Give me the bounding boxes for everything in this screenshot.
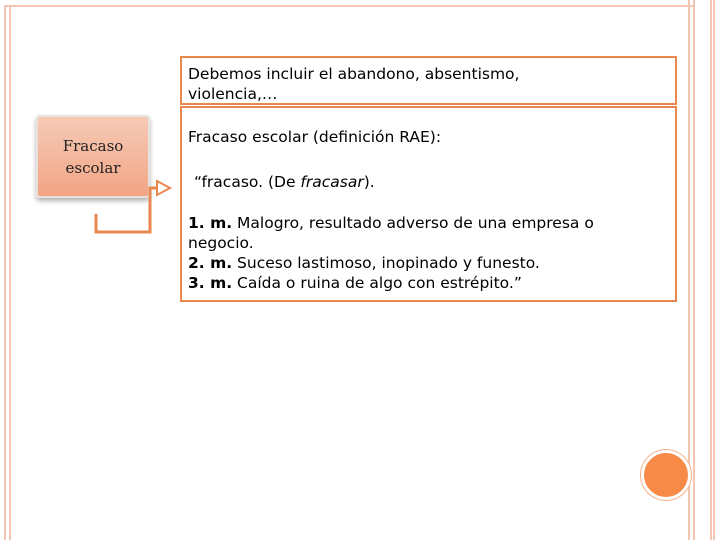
definition-entries [188,213,669,293]
entry-2-number: 2. m. [188,254,233,272]
definition-title: Fracaso escolar (definición RAE): [188,128,442,146]
header-box [180,56,677,105]
entry-3 [188,273,669,293]
entry-1-text: Malogro, resultado adverso de una empresa o [232,214,594,232]
entry-3-number: 3. m. [188,274,233,292]
connector-path [96,188,158,232]
quote-italic-word: fracasar [300,173,364,191]
definition-quote [194,172,375,192]
decorative-circle [641,450,691,500]
header-line-2: violencia,… [188,85,278,103]
arrow-head-icon [157,181,170,195]
header-line-1: Debemos incluir el abandono, absentismo, [188,65,520,83]
entry-1 [188,213,669,233]
entry-3-text: Caída o ruina de algo con estrépito.” [232,274,522,292]
entry-2 [188,253,669,273]
node-label-line2: escolar [65,158,121,177]
quote-suffix: ). [363,173,375,191]
entry-2-text: Suceso lastimoso, inopinado y funesto. [232,254,540,272]
entry-1-continued-text: negocio. [188,234,254,252]
entry-1-continued [188,233,669,253]
node-label-line1: Fracaso [62,136,124,155]
definition-box [180,106,677,302]
entry-1-number: 1. m. [188,214,233,232]
quote-prefix: “fracaso. (De [194,173,301,191]
